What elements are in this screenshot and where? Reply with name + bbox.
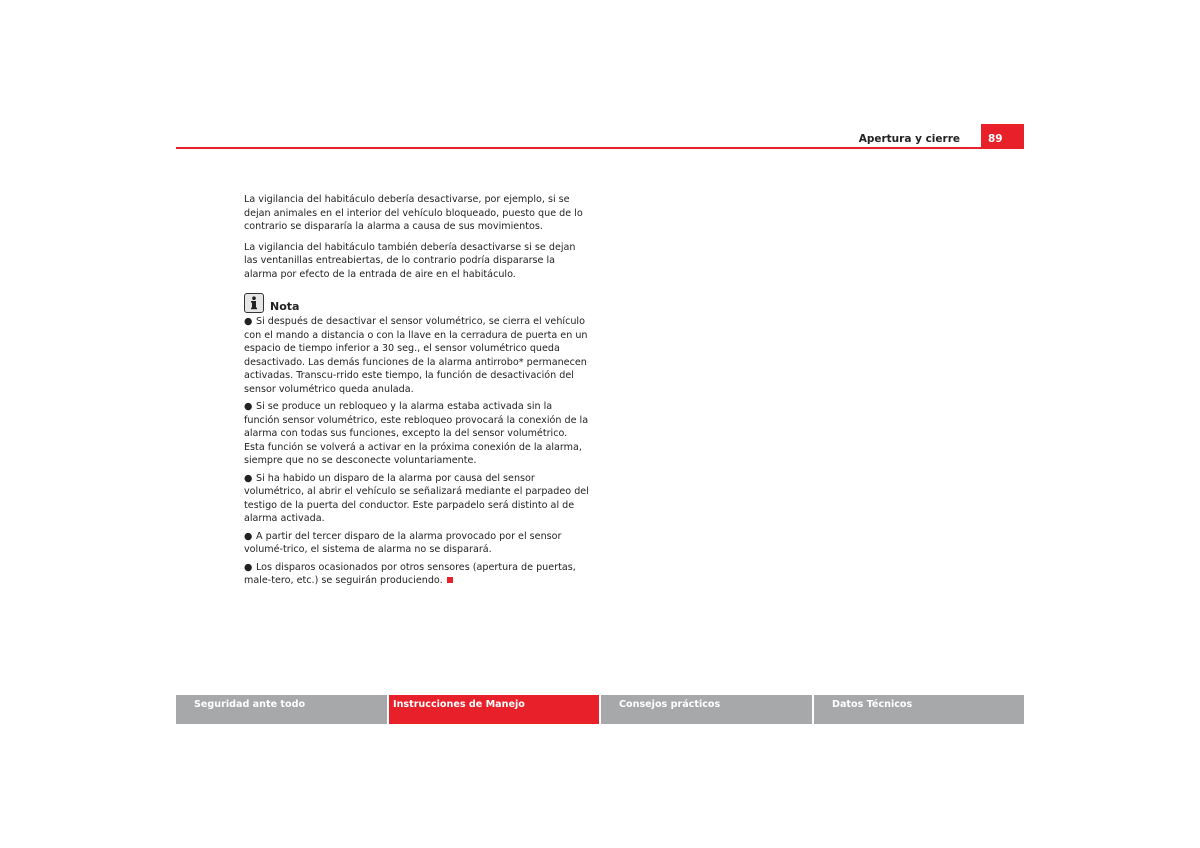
note-bullet xyxy=(244,530,590,557)
bullet-text: Si ha habido un disparo de la alarma por causa del sensor volumétrico, al abrir el vehículo se señalizará mediante el parpadeo del testigo de la puerta del conductor. Este parpadelo será distinto al de alarma activada. xyxy=(244,472,589,524)
note-bullet xyxy=(244,472,590,526)
main-content xyxy=(244,193,590,592)
note-title: Nota xyxy=(270,299,300,313)
page-number: 89 xyxy=(981,124,1024,149)
note-bullet xyxy=(244,400,590,468)
footer-tab-instrucciones[interactable]: Instrucciones de Manejo xyxy=(389,695,599,724)
bullet-dot-icon: ● xyxy=(244,530,253,542)
footer-tab-consejos[interactable]: Consejos prácticos xyxy=(601,695,812,724)
note-bullet xyxy=(244,561,590,588)
bullet-text: Si se produce un rebloqueo y la alarma estaba activada sin la función sensor volumétrico, este rebloqueo provocará la conexión de la alarma con todas sus funciones, excepto la del sensor volumétrico. Esta función se volverá a activar en la próxima conexión de la alarma, siempre que no se desconecte voluntariamente. xyxy=(244,401,589,466)
bullet-dot-icon: ● xyxy=(244,401,253,412)
bullet-text: Si después de desactivar el sensor volumétrico, se cierra el vehículo con el mando a distancia o con la llave en la cerradura de puerta en un espacio de tiempo inferior a 30 seg., el sensor volumétrico queda desactivado. Las demás funciones de la alarma antirrobo* permanecen activadas. Transcu-rrido este tiempo, la función de desactivación del sensor volumétrico queda anulada. xyxy=(244,316,588,395)
paragraph: La vigilancia del habitáculo debería desactivarse, por ejemplo, si se dejan animales en el interior del vehículo bloqueado, puesto que de lo contrario se dispararía la alarma a causa de sus movimientos. xyxy=(244,194,583,232)
bullet-dot-icon: ● xyxy=(244,561,253,573)
bullet-dot-icon: ● xyxy=(244,316,253,327)
bullet-text: A partir del tercer disparo de la alarma provocado por el sensor volumé-trico, el sistema de alarma no se disparará. xyxy=(244,530,562,555)
info-icon xyxy=(244,293,264,313)
bullet-text: Los disparos ocasionados por otros sensores (apertura de puertas, male-tero, etc.) se seguirán produciendo. xyxy=(244,561,576,586)
note-header xyxy=(244,293,590,313)
section-title: Apertura y cierre xyxy=(858,133,960,145)
footer-tab-seguridad[interactable]: Seguridad ante todo xyxy=(176,695,387,724)
note-bullet xyxy=(244,315,590,396)
end-of-section-icon xyxy=(447,577,453,583)
paragraph: La vigilancia del habitáculo también debería desactivarse si se dejan las ventanillas entreabiertas, de lo contrario podría dispararse la alarma por efecto de la entrada de aire en el habitáculo. xyxy=(244,241,576,280)
header-rule xyxy=(176,147,1024,149)
footer-tab-datos[interactable]: Datos Técnicos xyxy=(814,695,1024,724)
bullet-dot-icon: ● xyxy=(244,472,253,484)
footer-nav xyxy=(176,695,1024,724)
